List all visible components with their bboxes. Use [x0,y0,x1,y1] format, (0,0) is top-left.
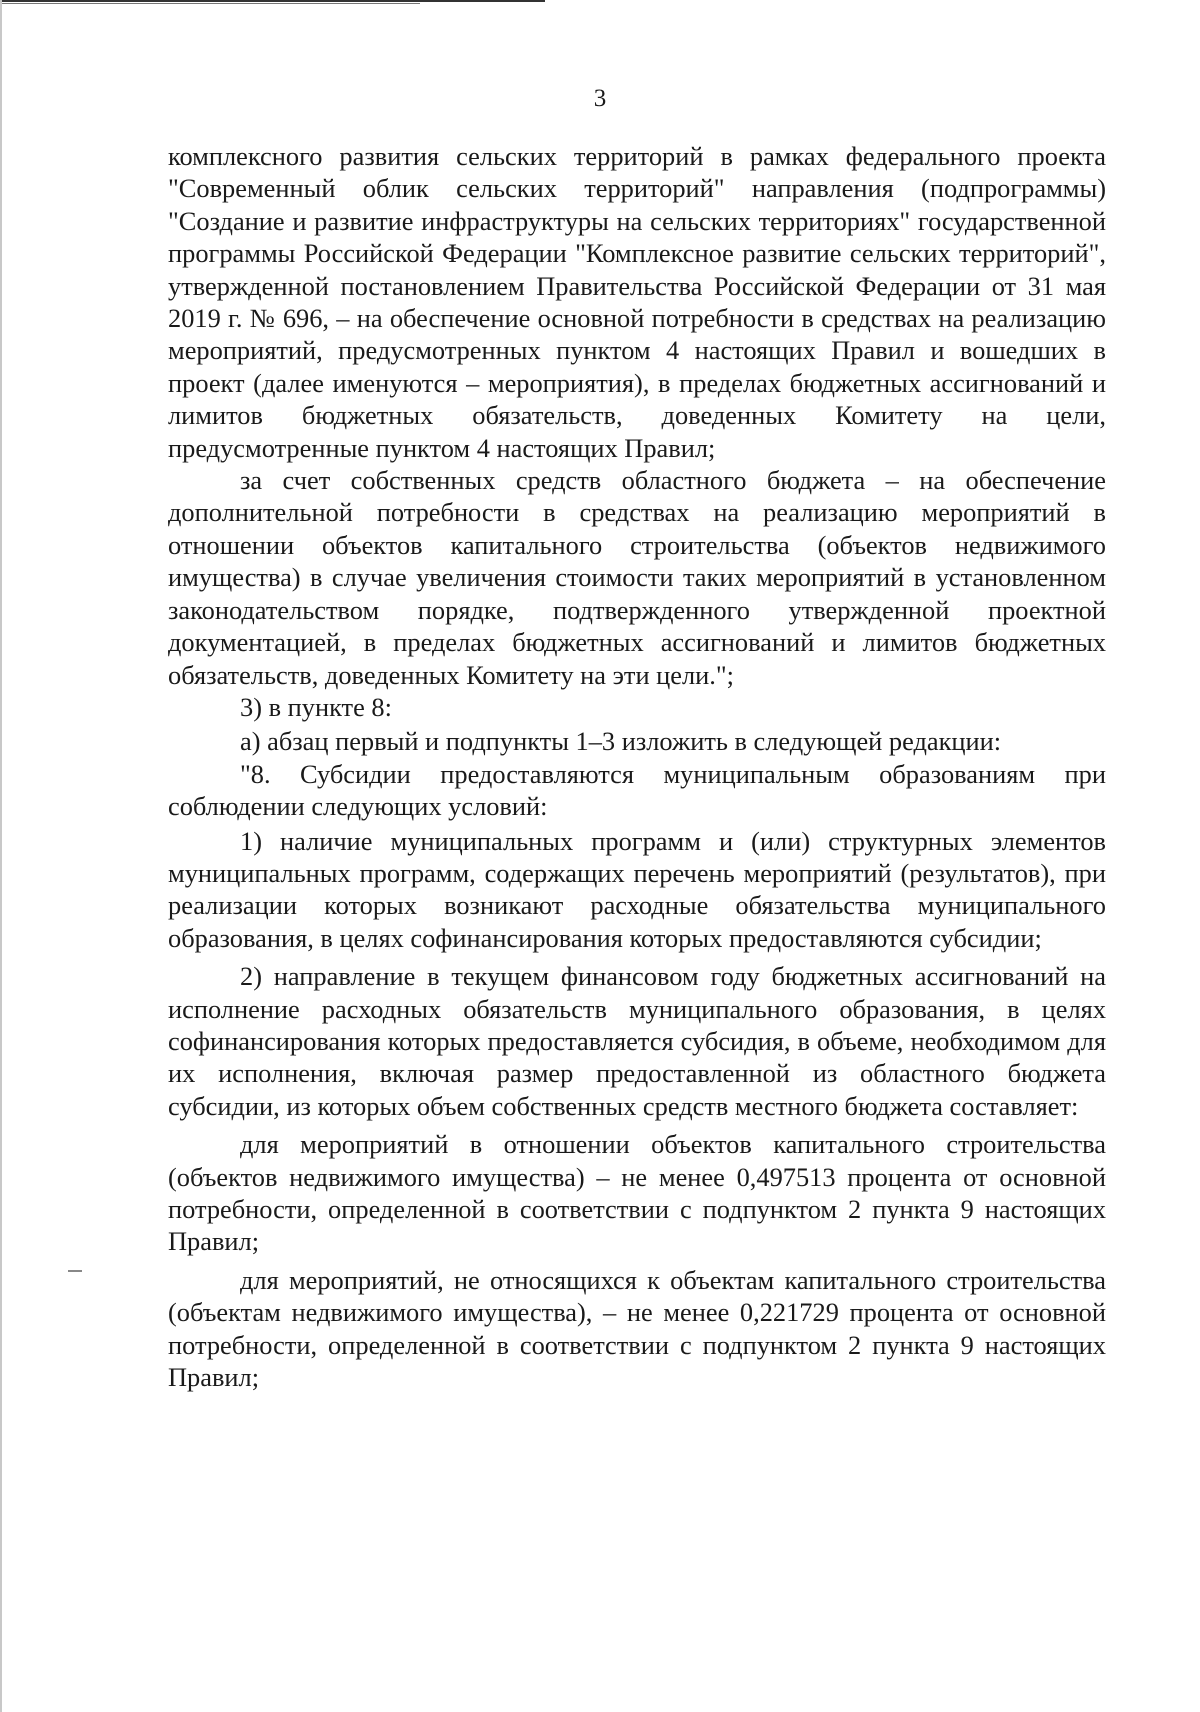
scan-edge-mark [0,0,545,2]
page-number: 3 [593,85,607,112]
paragraph-condition-2: 2) направление в текущем финансовом году бюджетных ассигнований на исполнение расходных обязательств муниципального образования, в целях софинансирования которых предоставляется субсидия, в объеме, необходимом для их исполнения, включая размер предоставленной из областного бюджета субсидии, из которых объем собственных средств местного бюджета составляет: [168,961,1106,1121]
paragraph-point-3: 3) в пункте 8: [240,691,392,722]
paragraph-regional-funds: за счет собственных средств областного бюджета – на обеспечение дополнительной потребности в средствах на реализацию мероприятий в отношении объектов капитального строительства (объектов недвижимого имущества) в случае увеличения стоимости таких мероприятий в установленном законодательством порядке, подтвержденного утвержденной проектной документацией, в пределах бюджетных ассигнований и лимитов бюджетных обязательств, доведенных Комитету на эти цели."; [168,465,1106,690]
scan-edge-line [0,0,2,1712]
paragraph-non-capital: для мероприятий, не относящихся к объектам капитального строительства (объектам недвижимого имущества), – не менее 0,221729 процента от основной потребности, определенной в соответствии с подпунктом 2 пункта 9 настоящих Правил; [168,1264,1106,1393]
paragraph-continuation: комплексного развития сельских территорий в рамках федерального проекта "Современный облик сельских территорий" направления (подпрограммы) "Создание и развитие инфраструктуры на сельских территориях" государственной программы Российской Федерации "Комплексное развитие сельских территорий", утвержденной постановлением Правительства Российской Федерации от 31 мая 2019 г. № 696, – на обеспечение основной потребности в средствах на реализацию мероприятий, предусмотренных пунктом 4 настоящих Правил и вошедших в проект (далее именуются – мероприятия), в пределах бюджетных ассигнований и лимитов бюджетных обязательств, доведенных Комитету на цели, предусмотренные пунктом 4 настоящих Правил; [168,141,1106,463]
paragraph-capital-construction: для мероприятий в отношении объектов капитального строительства (объектов недвижимого имущества) – не менее 0,497513 процента от основной потребности, определенной в соответствии с подпунктом 2 пункта 9 настоящих Правил; [168,1129,1106,1257]
paragraph-subpoint-a: а) абзац первый и подпункты 1–3 изложить в следующей редакции: [240,726,1002,757]
scan-stray-mark [68,1270,82,1272]
document-body [168,140,1106,1393]
paragraph-condition-1: 1) наличие муниципальных программ и (или) структурных элементов муниципальных программ, содержащих перечень мероприятий (результатов), при реализации которых возникают расходные обязательства муниципального образования, в целях софинансирования которых предоставляются субсидии; [168,825,1106,953]
paragraph-item-8: "8. Субсидии предоставляются муниципальным образованиям при соблюдении следующих условий: [168,758,1106,822]
scan-edge-mark [0,3,420,4]
